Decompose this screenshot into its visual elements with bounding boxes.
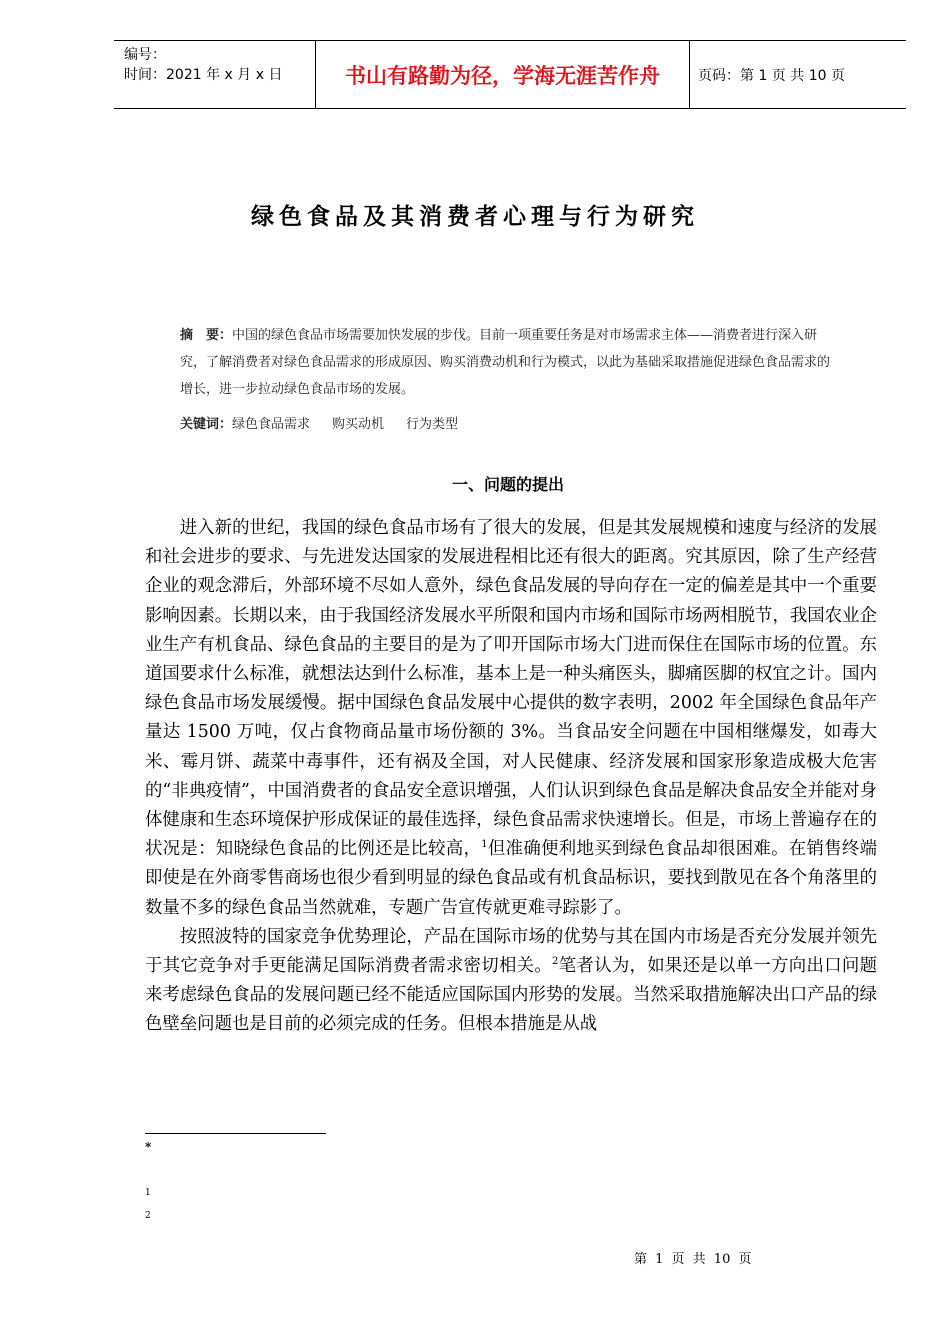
footnote-ref[interactable]: 1 <box>481 839 488 851</box>
keywords-label: 关键词： <box>180 417 233 432</box>
section-heading: 一、问题的提出 <box>451 475 564 494</box>
paragraph-text: 但准确便利地买到绿色食品却很困难。在销售终端即使是在外商零售商场也很少看到明显的绿色食品或有机食品标识，要找到散见在各个角落里的数量不多的绿色食品当然就难，专题广告宣传就更难寻踪影了。 <box>145 839 877 918</box>
abstract-label: 摘 要： <box>180 328 233 343</box>
header-table <box>114 40 906 109</box>
paragraph-text: 笔者认为，如果还是以单一方向出口问题来考虑绿色食品的发展问题已经不能适应国际国内形势的发展。当然采取措施解决出口产品的绿色壁垒问题也是目前的必须完成的任务。但根本措施是从战 <box>145 956 877 1035</box>
document-title: 绿色食品及其消费者心理与行为研究 <box>251 203 699 230</box>
keyword-item: 购买动机 <box>332 417 385 432</box>
date-label: 时间：2021 年 x 月 x 日 <box>124 67 283 83</box>
footnote-ref[interactable]: 2 <box>552 956 559 968</box>
header-page-cell <box>690 41 906 108</box>
paragraph <box>145 514 877 923</box>
footnote-divider <box>145 1133 326 1134</box>
keyword-item: 行为类型 <box>406 417 459 432</box>
motto-text: 书山有路勤为径，学海无涯苦作舟 <box>345 63 660 88</box>
footnote-star: * <box>145 1140 152 1154</box>
page-footer: 第 1 页 共 10 页 <box>634 1252 752 1267</box>
page-info: 页码：第 1 页 共 10 页 <box>698 67 845 84</box>
keyword-item: 绿色食品需求 <box>232 417 311 432</box>
header-motto-cell <box>316 41 690 108</box>
abstract <box>180 322 830 403</box>
paragraph <box>145 923 877 1040</box>
footnote-2: 2 <box>145 1211 151 1221</box>
footnote-1: 1 <box>145 1188 151 1198</box>
paragraph-text: 按照波特的国家竞争优势理论，产品在国际市场的优势与其在国内市场是否充分发展并领先于其它竞争对手更能满足国际消费者需求密切相关。 <box>145 926 877 977</box>
header-meta-cell <box>114 41 316 108</box>
abstract-text: 中国的绿色食品市场需要加快发展的步伐。目前一项重要任务是对市场需求主体——消费者进行深入研究，了解消费者对绿色食品需求的形成原因、购买消费动机和行为模式，以此为基础采取措施促进绿色食品需求的增长，进一步拉动绿色食品市场的发展。 <box>180 328 831 397</box>
number-label: 编号： <box>124 47 166 63</box>
keywords <box>180 413 480 432</box>
body-text <box>145 514 877 1040</box>
paragraph-text: 进入新的世纪，我国的绿色食品市场有了很大的发展，但是其发展规模和速度与经济的发展和社会进步的要求、与先进发达国家的发展进程相比还有很大的距离。究其原因，除了生产经营企业的观念滞后，外部环境不尽如人意外，绿色食品发展的导向存在一定的偏差是其中一个重要影响因素。长期以来，由于我国经济发展水平所限和国内市场和国际市场两相脱节，我国农业企业生产有机食品、绿色食品的主要目的是为了叩开国际市场大门进而保住在国际市场的位置。东道国要求什么标准，就想法达到什么标准，基本上是一种头痛医头，脚痛医脚的权宜之计。国内绿色食品市场发展缓慢。据中国绿色食品发展中心提供的数字表明，2002 年全国绿色食品年产量达 1500 万吨，仅占食物商品量市场份额的 3%。当食品安全问题在中国相继爆发，如毒大米、霉月饼、蔬菜中毒事件，还有祸及全国，对人民健康、经济发展和国家形象造成极大危害的“非典疫情”，中国消费者的食品安全意识增强，人们认识到绿色食品是解决食品安全并能对身体健康和生态环境保护形成保证的最佳选择，绿色食品需求快速增长。但是，市场上普遍存在的状况是：知晓绿色食品的比例还是比较高， <box>145 518 877 860</box>
